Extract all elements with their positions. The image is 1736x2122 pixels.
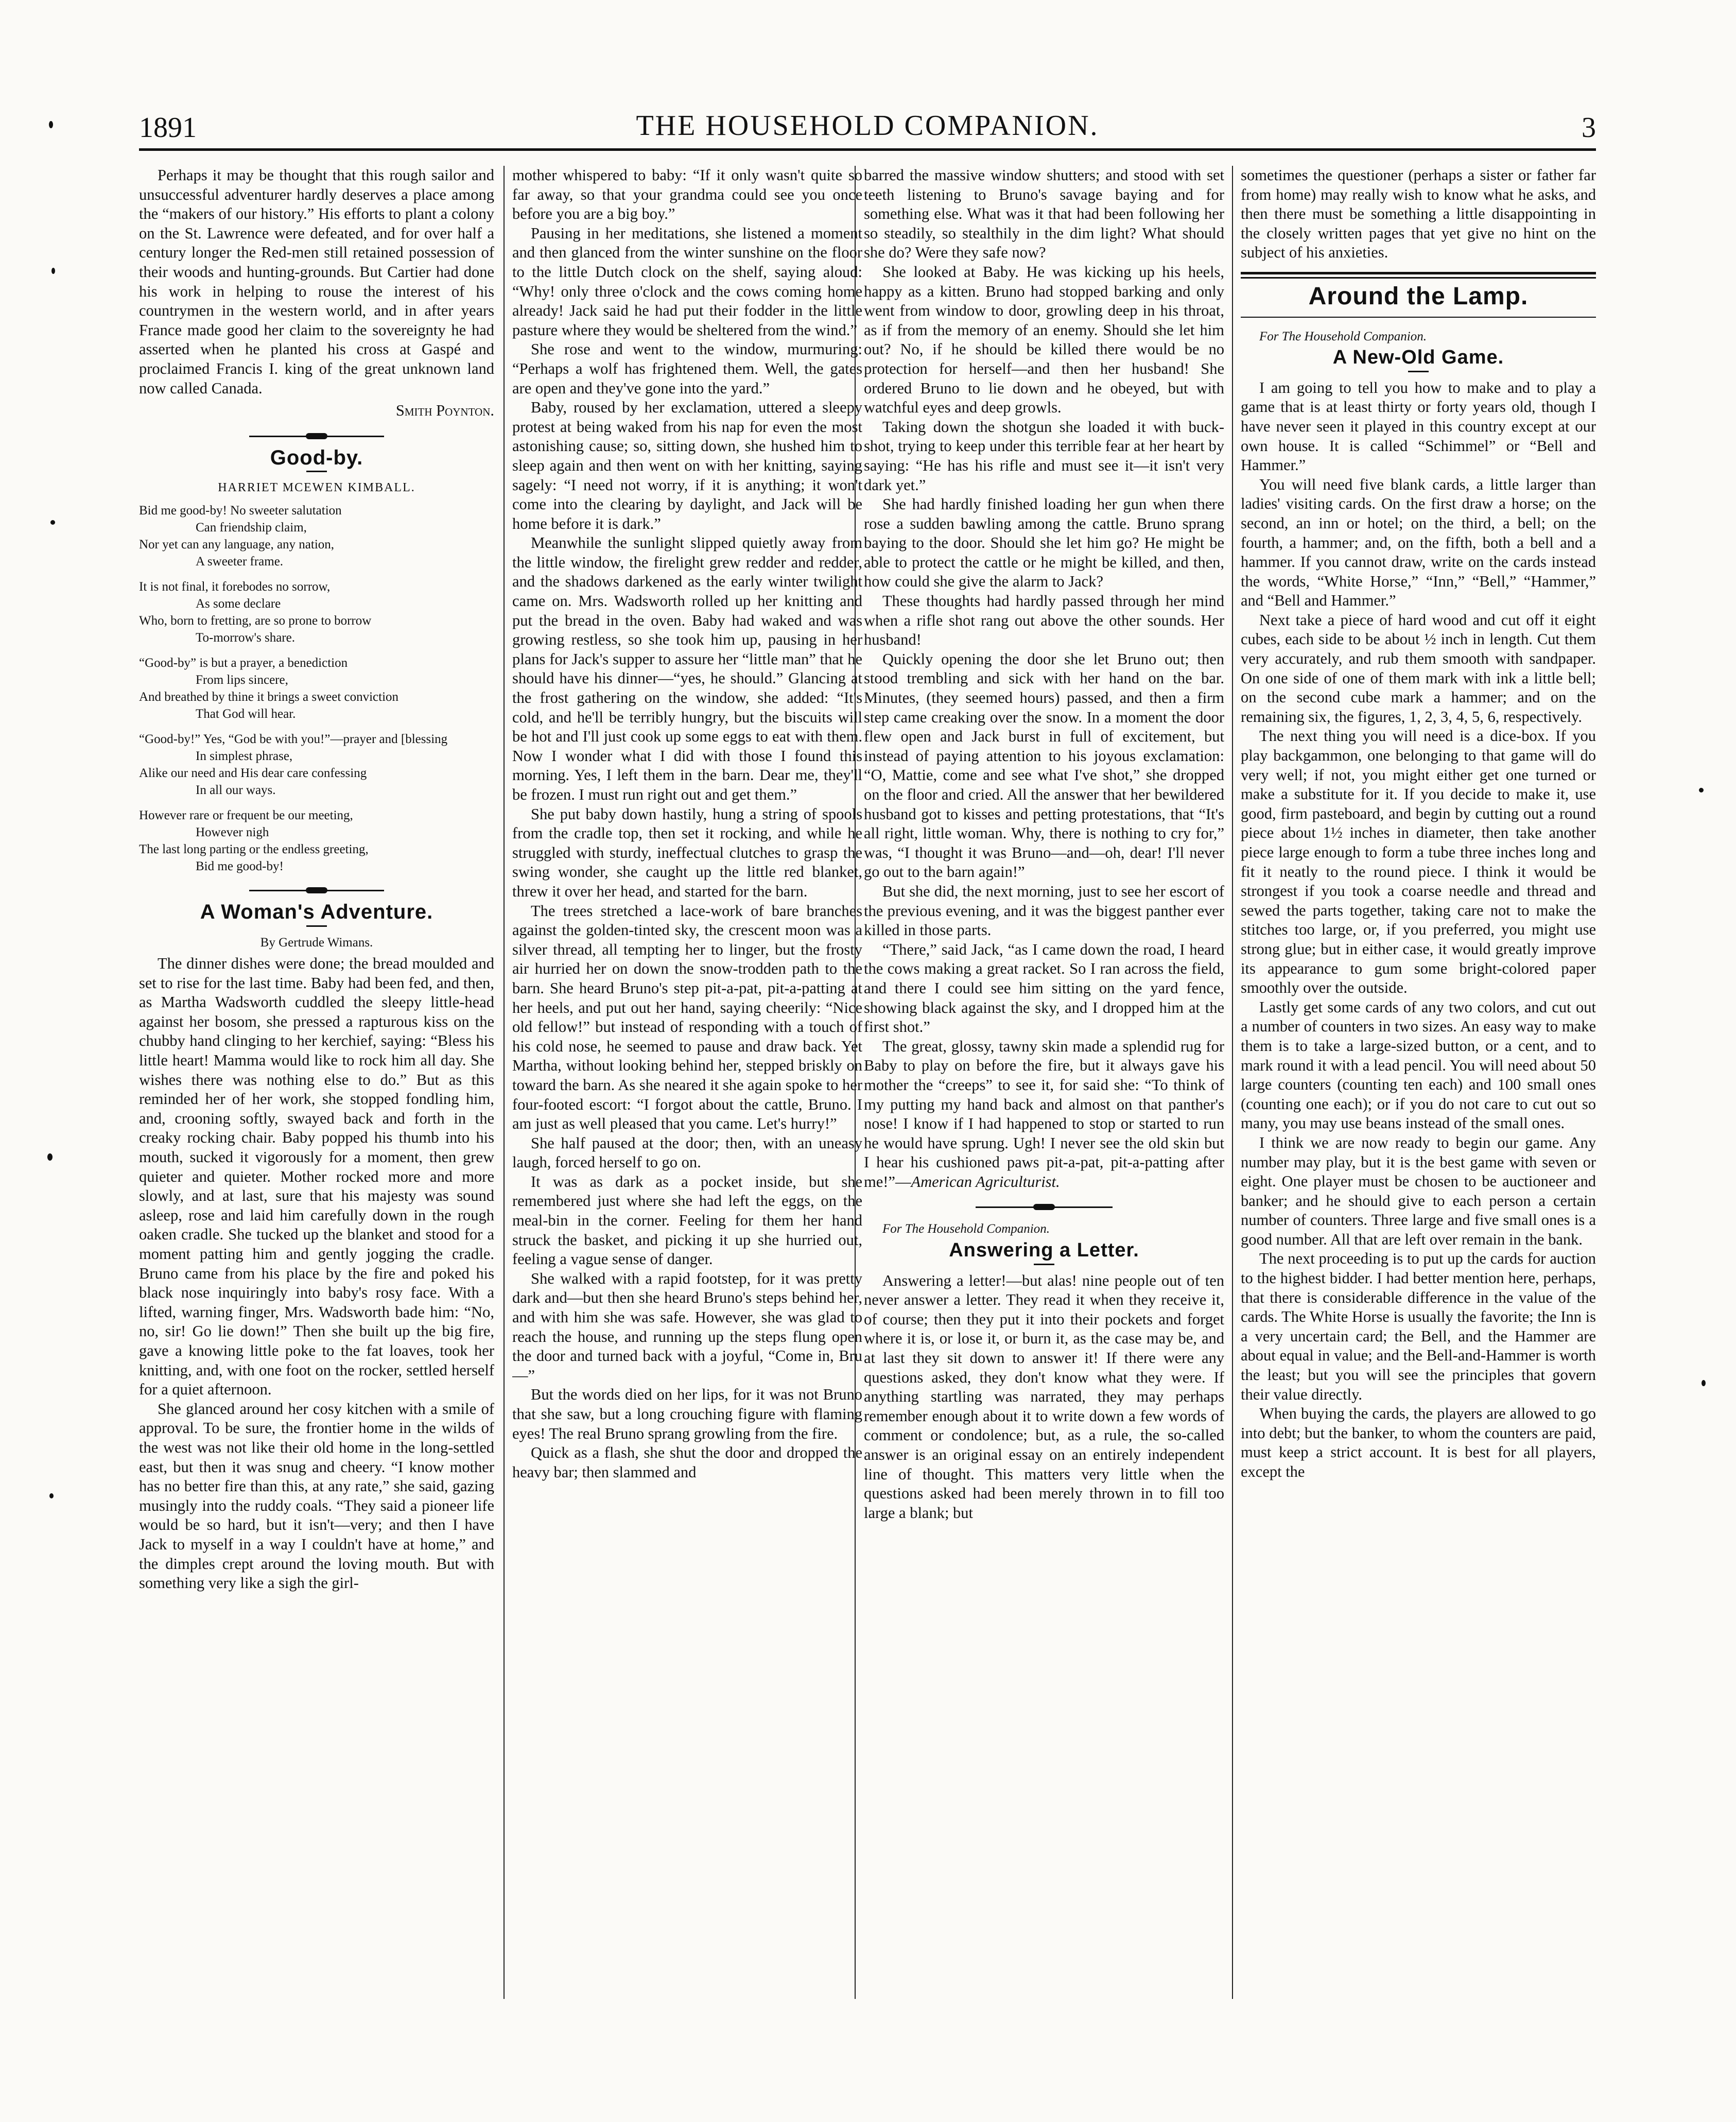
section-title: Around the Lamp. <box>1308 282 1529 310</box>
header-title: THE HOUSEHOLD COMPANION. <box>636 110 1099 142</box>
poem-line: Alike our need and His dear care confessing <box>139 766 367 780</box>
poem-stanza <box>139 578 494 646</box>
page-header <box>139 107 1596 151</box>
poem-line: However rare or frequent be our meeting, <box>139 808 353 822</box>
poem-stanza <box>139 807 494 875</box>
poem-line: It is not final, it forebodes no sorrow, <box>139 579 331 594</box>
section-underline <box>1241 314 1596 321</box>
paragraph-text: The great, glossy, tawny skin made a splendid rug for Baby to play on before the fire, but it always gave his mother the “creeps” to see it, for said she: “To think of my putting my hand back and almost on that panther's nose! I know if I had happened to stop or started to run he would have sprung. Ugh! I never see the old skin but I hear his cushioned paws pit-a-pat, pit-a-patting after me!”— <box>864 1037 1224 1191</box>
paragraph: sometimes the questioner (perhaps a sister or father far from home) may really wish to know what he asks, and then there must be something a little disappointing in the closely written pages that yet give no hint on the subject of his anxieties. <box>1241 166 1596 262</box>
poem-stanza <box>139 502 494 570</box>
poem-line: “Good-by!” Yes, “God be with you!”—prayer and [blessing <box>139 732 448 746</box>
title-dash <box>1408 371 1429 372</box>
poem-line: “Good-by” is but a prayer, a benediction <box>139 655 348 670</box>
paragraph: Baby, roused by her exclamation, uttered a sleepy protest at being waked from his nap for even the most astonishing cause; so, sitting down, she hushed him to sleep again and then went on with her knitting, saying sagely: “I need not worry, if it is anything; it won't come into the clearing by daylight, and Jack will be home before it is dark.” <box>512 399 862 532</box>
column-rule <box>504 166 505 1999</box>
poem-line: And breathed by thine it brings a sweet conviction <box>139 689 399 704</box>
article-title: A Woman's Adventure. <box>200 900 433 923</box>
poem <box>139 502 494 875</box>
paragraph: But she did, the next morning, just to see her escort of the previous evening, and it was the biggest panther ever killed in those parts. <box>864 882 1224 939</box>
paragraph: She looked at Baby. He was kicking up his heels, happy as a kitten. Bruno had stopped barking and only went from window to door, growling deep in his throat, as if from the memory of an enemy. Should she let him out? No, if he should be killed there would be no protection for herself—and then her husband! She ordered Bruno to lie down and he obeyed, but with watchful eyes and deep growls. <box>864 263 1224 417</box>
ornament-separator <box>976 1203 1113 1211</box>
paragraph: She glanced around her cosy kitchen with a smile of approval. To be sure, the frontier home in the wilds of the west was not like their old home in the long-settled east, but then it was snug and cheery. “I know mother has no better fire than this, at any rate,” she said, gazing musingly into the ruddy coals. “They said a pioneer life would be so hard, but it isn't—very; and then I have Jack to myself in a way I couldn't have at home,” and the dimples crept around the loving mouth. But with something very like a sigh the girl- <box>139 1400 494 1592</box>
print-speck <box>49 121 53 128</box>
poem-line: From lips sincere, <box>196 672 288 687</box>
poem-line: The last long parting or the endless greeting, <box>139 842 369 856</box>
paragraph: The next proceeding is to put up the cards for auction to the highest bidder. I had better mention here, perhaps, that there is considerable difference in the value of the cards. The White Horse is usually the favorite; the Inn is a very uncertain card; the Bell, and the Hammer are about equal in value; and the Bell-and-Hammer is worth the least; but you will see the principles that govern their value directly. <box>1241 1250 1596 1403</box>
paragraph: “There,” said Jack, “as I came down the road, I heard the cows making a great racket. So I ran across the field, and there I could see him sitting on the yard fence, showing black against the sky, and I dropped him at the first shot.” <box>864 940 1224 1036</box>
paragraph: The next thing you will need is a dice-box. If you play backgammon, one belonging to that game will do very well; if not, you might either get one turned or make a substitute for it. If you decide to make it, use good, firm pasteboard, and begin by cutting out a round piece about 1½ inches in diameter, then take another piece large enough to form a tube three inches long and fit it neatly to the round piece. I think it would be strongest if you took a coarse needle and thread and sewed the parts together, taking care not to make the stitches too large, or, if you preferred, you might use strong glue; but in either case, it would greatly improve its appearance to gum some bright-colored paper smoothly over the outside. <box>1241 727 1596 997</box>
paragraph: The trees stretched a lace-work of bare branches against the golden-tinted sky, the crescent moon was a silver thread, all tempting her to linger, but the frosty air hurried her on down the snow-trodden path to the barn. She heard Bruno's step pit-a-pat, pit-a-patting at her heels, and put out her hand, saying cheerily: “Nice old fellow!” but instead of responding with a touch of his cold nose, he seemed to pause and draw back. Yet Martha, without looking behind her, stepped briskly on toward the barn. As she neared it she again spoke to her four-footed escort: “I forgot about the cattle, Bruno. I am just as well pleased that you came. Let's hurry!” <box>512 902 862 1133</box>
print-speck <box>1702 1380 1706 1386</box>
paragraph: Meanwhile the sunlight slipped quietly away from the little window, the firelight grew redder and redder, and the shadows darkened as the early winter twilight came on. Mrs. Wadsworth rolled up her knitting and put the bread in the oven. Baby had waked and was growing restless, so she took him up, pausing in her plans for Jack's supper to assure her “little man” that he should have his dinner—“yes, he should.” Glancing at the frost gathering on the window, she added: “It's cold, and he'll be terribly hungry, but the biscuits will be hot and I'll just cook up some eggs to eat with them. Now I wonder what I did with those I found this morning. Yes, I left them in the barn. Dear me, they'll be frozen. I must run right out and get them.” <box>512 534 862 803</box>
paragraph: I am going to tell you how to make and to play a game that is at least thirty or forty years old, though I have never seen it played in this country except at our own house. It is called “Schimmel” or “Bell and Hammer.” <box>1241 378 1596 474</box>
paragraph: Quick as a flash, she shut the door and dropped the heavy bar; then slammed and <box>512 1444 862 1481</box>
header-year: 1891 <box>139 112 197 144</box>
title-dash <box>306 925 327 927</box>
column-1 <box>139 166 494 1999</box>
poem-line: As some declare <box>196 596 281 611</box>
column-3 <box>864 166 1224 1999</box>
paragraph: She walked with a rapid footstep, for it was pretty dark and—but then she heard Bruno's steps behind her, and with him she was safe. However, she was glad to reach the house, and running up the steps flung open the door and turned back with a joyful, “Come in, Bru—” <box>512 1269 862 1384</box>
paragraph: Perhaps it may be thought that this rough sailor and unsuccessful adventurer hardly deserves a place among the “makers of our history.” His efforts to plant a colony on the St. Lawrence were defeated, and for over half a century longer the Red-men still retained possession of their woods and hunting-grounds. But Cartier had done his work in helping to rouse the interest of his countrymen in the western world, and in after years France made good her claim to the sovereignty he had asserted when he planted his cross at Gaspé and proclaimed Francis I. king of the great unknown land now called Canada. <box>139 166 494 397</box>
column-rule <box>1232 166 1233 1999</box>
poem-line: In all our ways. <box>196 783 276 797</box>
poem-author: HARRIET MCEWEN KIMBALL. <box>218 481 415 495</box>
print-speck <box>49 1493 54 1498</box>
paragraph: I think we are now ready to begin our game. Any number may play, but it is the best game with seven or eight. One player must be chosen to be auctioneer and banker; and he should give to each person a certain number of counters. Three large and five small ones is a good number. All that are left over remain in the bank. <box>1241 1133 1596 1248</box>
paragraph: Next take a piece of hard wood and cut off it eight cubes, each side to be about ½ inch in length. Cut them very accurately, and rub them smooth with sandpaper. On one side of one of them mark with ink a little bell; on the second cube mark a hammer; and on the remaining six, the figures, 1, 2, 3, 4, 5, 6, respectively. <box>1241 611 1596 726</box>
poem-line: Can friendship claim, <box>196 520 307 534</box>
print-speck <box>1699 788 1704 792</box>
paragraph: Quickly opening the door she let Bruno out; then stood trembling and sick with her hand on the bar. Minutes, (they seemed hours) passed, and then a firm step came creaking over the snow. In a moment the door flew open and Jack burst in full of excitement, but instead of paying attention to his joyous exclamation: “O, Mattie, come and see what I've shot,” she dropped on the floor and cried. All the answer that her bewildered husband got to kisses and petting protestations, that “It's all right, little woman. Why, there is nothing to cry for,” was, “I thought it was Bruno—and—oh, dear! I'll never go out to the barn again!” <box>864 650 1224 881</box>
poem-line: Who, born to fretting, are so prone to borrow <box>139 613 372 628</box>
poem-line: A sweeter frame. <box>196 554 284 568</box>
header-page-number: 3 <box>1582 112 1596 144</box>
article-title: Good-by. <box>270 446 363 469</box>
ornament-separator <box>249 886 384 894</box>
title-dash <box>1034 1264 1054 1265</box>
paragraph: When buying the cards, the players are allowed to go into debt; but the banker, to whom the counters are paid, must keep a strict account. It is best for all players, except the <box>1241 1405 1596 1480</box>
paragraph <box>864 1037 1224 1192</box>
source-credit: American Agriculturist. <box>911 1172 1060 1191</box>
poem-stanza <box>139 731 494 799</box>
author-signature: Smith Poynton. <box>395 402 494 420</box>
column-2 <box>512 166 862 1999</box>
paragraph: Pausing in her meditations, she listened a moment and then glanced from the winter sunshine on the floor to the little Dutch clock on the shelf, saying aloud: “Why! only three o'clock and the cows coming home already! Jack said he had put their fodder in the little pasture where they would be sheltered from the wind.” <box>512 224 862 339</box>
paragraph: She put baby down hastily, hung a string of spools from the cradle top, then set it rocking, and while he struggled with sturdy, ineffectual clutches to grasp the swing wonder, she caught up the little red blanket, threw it over her head, and started for the barn. <box>512 805 862 900</box>
source-note: For The Household Companion. <box>882 1222 1050 1236</box>
paragraph: But the words died on her lips, for it was not Bruno that she saw, but a long crouching figure with flaming eyes! The real Bruno sprang growling from the fire. <box>512 1386 862 1442</box>
poem-line: In simplest phrase, <box>196 749 293 763</box>
paragraph: She had hardly finished loading her gun when there rose a sudden bawling among the cattle. Bruno sprang baying to the door. Should she let him go? He might be able to protect the cattle or he might be killed, and then, how could she give the alarm to Jack? <box>864 495 1224 591</box>
poem-line: However nigh <box>196 825 269 839</box>
print-speck <box>47 1153 53 1161</box>
poem-stanza <box>139 654 494 722</box>
ornament-separator <box>249 432 384 440</box>
source-note: For The Household Companion. <box>1259 329 1427 343</box>
column-4 <box>1241 166 1596 1999</box>
section-rule <box>1241 272 1596 279</box>
paragraph: It was as dark as a pocket inside, but she remembered just where she had left the eggs, on the meal-bin in the corner. Feeling for them her hand struck the basket, and picking it up she hurried out, feeling a vague sense of danger. <box>512 1172 862 1268</box>
print-speck <box>51 268 55 274</box>
poem-line: Bid me good-by! <box>196 859 284 873</box>
article-title: A New-Old Game. <box>1332 347 1504 369</box>
title-dash <box>306 471 327 472</box>
paragraph: barred the massive window shutters; and stood with set teeth listening to Bruno's savage baying and for something else. What was it that had been following her so steadily, so stealthily in the dim light? What should she do? Were they safe now? <box>864 166 1224 262</box>
article-title: Answering a Letter. <box>949 1239 1139 1262</box>
paragraph: Lastly get some cards of any two colors, and cut out a number of counters in two sizes. An easy way to make them is to take a large-sized button, or a cent, and to mark round it with a lead pencil. You will need about 50 large counters (counting ten each) and 100 small ones (counting one each); or if you do not care to cut out so many, you may use beans instead of the small ones. <box>1241 998 1596 1132</box>
paragraph: Taking down the shotgun she loaded it with buck-shot, trying to keep under this terrible fear at her heart by saying: “He has his rifle and must see it—it isn't very dark yet.” <box>864 418 1224 494</box>
paragraph: Answering a letter!—but alas! nine people out of ten never answer a letter. They read it when they receive it, of course; then they put it into their pockets and forget where it is, or lose it, or burn it, as the case may be, and at last they sit down to answer it! If there were any questions asked, they don't know what they were. If anything startling was narrated, they may perhaps remember enough about it to write down a few words of comment or condolence; but, as a rule, the so-called answer is an original essay on an entirely independent line of thought. This matters very little when the questions asked had been merely thrown in to fill too large a blank; but <box>864 1271 1224 1522</box>
poem-line: Nor yet can any language, any nation, <box>139 537 335 551</box>
poem-line: That God will hear. <box>196 706 296 721</box>
paragraph: You will need five blank cards, a little larger than ladies' visiting cards. On the first draw a horse; on the second, an inn or hotel; on the third, a bell; on the fourth, a hammer; and, on the fifth, both a bell and a hammer. If you cannot draw, write on the cards instead the words, “White Horse,” “Inn,” “Bell,” “Hammer,” and “Bell and Hammer.” <box>1241 475 1596 610</box>
paragraph: mother whispered to baby: “If it only wasn't quite so far away, so that your grandma could see you once before you are a big boy.” <box>512 166 862 223</box>
paragraph: The dinner dishes were done; the bread moulded and set to rise for the last time. Baby had been fed, and then, as Martha Wadsworth cuddled the sleepy little-head against her bosom, she pressed a rapturous kiss on the chubby hand clinging to her kerchief, saying: “Bless his little heart! Mamma would like to rock him all day. She wishes there was nothing else to do.” But as this reminded her of her work, she stopped fondling him, and, crooning softly, swayed back and forth in the creaky rocking chair. Baby popped his thumb into his mouth, sucked it vigorously for a moment, then grew quieter and quieter. Mother rocked more and more slowly, and at last, sure that his majesty was sound asleep, rose and laid him carefully down in the rough oaken cradle. She tucked up the blanket and stood for a moment patting him and gently jogging the cradle. Bruno came from his place by the fire and poked his black nose inquiringly into baby's rosy face. With a lifted, warning finger, Mrs. Wadsworth bade him: “No, no, sir! Go lie down!” Then she built up the big fire, gave a knowing little poke to the fat loaves, took her knitting, and, with one foot on the rocker, settled herself for a quiet afternoon. <box>139 955 494 1399</box>
poem-line: To-morrow's share. <box>196 630 295 645</box>
article-byline: By Gertrude Wimans. <box>260 935 373 950</box>
print-speck <box>50 520 55 525</box>
poem-line: Bid me good-by! No sweeter salutation <box>139 503 342 517</box>
paragraph: She rose and went to the window, murmuring: “Perhaps a wolf has frightened them. Well, the gates are open and they've gone into the yard.” <box>512 340 862 397</box>
paragraph: These thoughts had hardly passed through her mind when a rifle shot rang out above the other sounds. Her husband! <box>864 592 1224 649</box>
paragraph: She half paused at the door; then, with an uneasy laugh, forced herself to go on. <box>512 1134 862 1171</box>
